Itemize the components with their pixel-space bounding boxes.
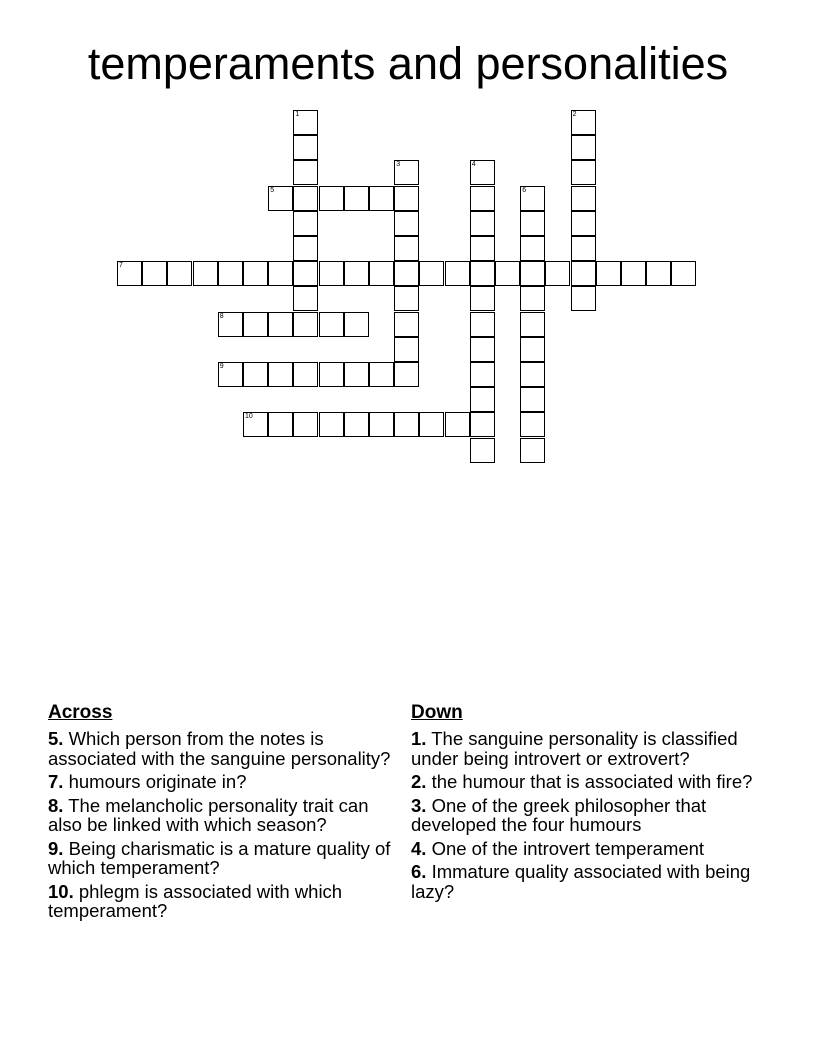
cell-number: 9	[219, 363, 224, 370]
clue-number: 5.	[48, 728, 64, 749]
crossword-cell[interactable]	[520, 312, 545, 337]
crossword-cell[interactable]	[520, 438, 545, 463]
cell-number: 7	[119, 262, 123, 270]
crossword-cell[interactable]	[268, 186, 293, 211]
crossword-cell[interactable]	[344, 186, 369, 211]
crossword-cell[interactable]	[167, 261, 192, 286]
clue-number: 6.	[411, 861, 427, 882]
crossword-cell[interactable]	[293, 286, 318, 311]
crossword-cell[interactable]	[571, 211, 596, 236]
crossword-cell[interactable]	[520, 387, 545, 412]
crossword-cell[interactable]	[470, 186, 495, 211]
cell-number: 5	[270, 186, 275, 194]
crossword-cell[interactable]	[596, 261, 621, 286]
crossword-cell[interactable]	[419, 412, 444, 437]
clue-down-6	[411, 862, 763, 901]
crossword-cell[interactable]	[571, 286, 596, 311]
crossword-cell[interactable]	[571, 236, 596, 261]
cell-number: 1	[295, 111, 300, 118]
crossword-cell[interactable]	[470, 286, 495, 311]
crossword-cell[interactable]	[394, 186, 419, 211]
clue-across-9	[48, 839, 400, 878]
crossword-cell[interactable]	[344, 312, 369, 337]
clue-number: 4.	[411, 837, 427, 859]
crossword-cell[interactable]	[445, 412, 470, 437]
crossword-cell[interactable]	[243, 362, 268, 387]
puzzle-title: temperaments and personalities	[87, 38, 729, 89]
crossword-cell[interactable]	[369, 261, 394, 286]
crossword-cell[interactable]	[243, 261, 268, 286]
crossword-cell[interactable]	[394, 362, 419, 387]
clue-text: the humour that is associated with fire?	[431, 771, 753, 792]
crossword-cell[interactable]	[344, 261, 369, 286]
clue-down-4	[411, 839, 763, 859]
crossword-cell[interactable]	[268, 362, 293, 387]
crossword-cell[interactable]	[571, 261, 596, 286]
crossword-cell[interactable]	[394, 312, 419, 337]
clue-across-8	[48, 796, 400, 835]
crossword-cell[interactable]	[293, 261, 318, 286]
crossword-cell[interactable]	[394, 261, 419, 286]
crossword-cell[interactable]	[293, 362, 318, 387]
clue-text: humours originate in?	[68, 771, 247, 792]
crossword-cell[interactable]	[243, 312, 268, 337]
crossword-cell[interactable]	[394, 160, 419, 185]
crossword-cell[interactable]	[268, 412, 293, 437]
crossword-cell[interactable]	[394, 236, 419, 261]
crossword-cell[interactable]	[293, 110, 318, 135]
crossword-cell[interactable]	[571, 186, 596, 211]
crossword-cell[interactable]	[293, 412, 318, 437]
crossword-cell[interactable]	[571, 135, 596, 160]
clue-text: The sanguine personality is classified under being introvert or extrovert?	[411, 728, 738, 769]
crossword-cell[interactable]	[293, 236, 318, 261]
crossword-cell[interactable]	[369, 362, 394, 387]
crossword-cell[interactable]	[319, 412, 344, 437]
cell-number: 8	[219, 312, 224, 320]
crossword-cell[interactable]	[445, 261, 470, 286]
clue-text: Being charismatic is a mature quality of which temperament?	[48, 837, 391, 878]
cell-number: 6	[522, 186, 527, 194]
crossword-cell[interactable]	[671, 261, 696, 286]
crossword-cell[interactable]	[470, 236, 495, 261]
crossword-cell[interactable]	[369, 412, 394, 437]
crossword-cell[interactable]	[470, 362, 495, 387]
down-clue-list	[411, 729, 763, 901]
crossword-cell[interactable]	[571, 160, 596, 185]
clue-text: phlegm is associated with which temperament?	[48, 880, 343, 921]
down-clues	[411, 702, 763, 905]
clue-down-3	[411, 796, 763, 835]
crossword-cell[interactable]	[218, 261, 243, 286]
crossword-cell[interactable]	[394, 286, 419, 311]
across-clues	[48, 702, 400, 925]
crossword-cell[interactable]	[470, 211, 495, 236]
crossword-cell[interactable]	[520, 261, 545, 286]
crossword-cell[interactable]	[394, 211, 419, 236]
crossword-cell[interactable]	[419, 261, 444, 286]
crossword-cell[interactable]	[394, 412, 419, 437]
crossword-cell[interactable]	[520, 337, 545, 362]
crossword-cell[interactable]	[293, 135, 318, 160]
crossword-cell[interactable]	[470, 438, 495, 463]
crossword-cell[interactable]	[470, 160, 495, 185]
crossword-cell[interactable]	[495, 261, 520, 286]
crossword-cell[interactable]	[319, 312, 344, 337]
crossword-cell[interactable]	[268, 261, 293, 286]
cell-number: 10	[245, 413, 253, 421]
crossword-cell[interactable]	[293, 160, 318, 185]
cell-number: 4	[471, 161, 476, 169]
crossword-cell[interactable]	[142, 261, 167, 286]
clue-text: One of the introvert temperament	[431, 837, 705, 859]
cell-number: 3	[396, 161, 401, 169]
clue-number: 2.	[411, 771, 427, 792]
crossword-cell[interactable]	[646, 261, 671, 286]
clue-number: 8.	[48, 794, 64, 816]
crossword-cell[interactable]	[520, 362, 545, 387]
crossword-cell[interactable]	[319, 362, 344, 387]
clue-across-10	[48, 882, 400, 921]
crossword-cell[interactable]	[571, 110, 596, 135]
crossword-cell[interactable]	[470, 337, 495, 362]
crossword-cell[interactable]	[470, 261, 495, 286]
crossword-cell[interactable]	[193, 261, 218, 286]
cell-number: 2	[572, 111, 577, 118]
crossword-cell[interactable]	[621, 261, 646, 286]
crossword-cell[interactable]	[293, 312, 318, 337]
crossword-cell[interactable]	[520, 236, 545, 261]
crossword-cell[interactable]	[520, 412, 545, 437]
clue-across-5	[48, 729, 400, 768]
clue-number: 10.	[48, 880, 74, 902]
clue-number: 3.	[411, 794, 427, 816]
crossword-cell[interactable]	[117, 261, 142, 286]
crossword-cell[interactable]	[243, 412, 268, 437]
crossword-cell[interactable]	[520, 286, 545, 311]
crossword-cell[interactable]	[268, 312, 293, 337]
crossword-cell[interactable]	[293, 186, 318, 211]
clue-down-1	[411, 729, 763, 768]
crossword-cell[interactable]	[319, 186, 344, 211]
crossword-cell[interactable]	[470, 412, 495, 437]
crossword-cell[interactable]	[218, 312, 243, 337]
crossword-cell[interactable]	[520, 211, 545, 236]
crossword-cell[interactable]	[470, 387, 495, 412]
across-heading: Across	[48, 702, 113, 723]
crossword-cell[interactable]	[218, 362, 243, 387]
clue-text: Which person from the notes is associated with the sanguine personality?	[48, 728, 391, 769]
crossword-cell[interactable]	[344, 362, 369, 387]
crossword-cell[interactable]	[545, 261, 570, 286]
clue-number: 7.	[48, 771, 64, 792]
clue-text: One of the greek philosopher that developed the four humours	[411, 794, 707, 835]
crossword-cell[interactable]	[293, 211, 318, 236]
clue-number: 9.	[48, 837, 64, 859]
clue-across-7	[48, 772, 400, 792]
clue-number: 1.	[411, 728, 427, 749]
crossword-cell[interactable]	[394, 337, 419, 362]
clue-text: Immature quality associated with being lazy?	[411, 861, 751, 902]
crossword-grid	[0, 0, 816, 460]
across-clue-list	[48, 729, 400, 921]
clue-down-2	[411, 772, 763, 792]
down-heading: Down	[411, 702, 463, 723]
clue-text: The melancholic personality trait can also be linked with which season?	[48, 794, 369, 835]
crossword-cell[interactable]	[520, 186, 545, 211]
crossword-cell[interactable]	[470, 312, 495, 337]
crossword-cell[interactable]	[319, 261, 344, 286]
crossword-cell[interactable]	[344, 412, 369, 437]
crossword-cell[interactable]	[369, 186, 394, 211]
